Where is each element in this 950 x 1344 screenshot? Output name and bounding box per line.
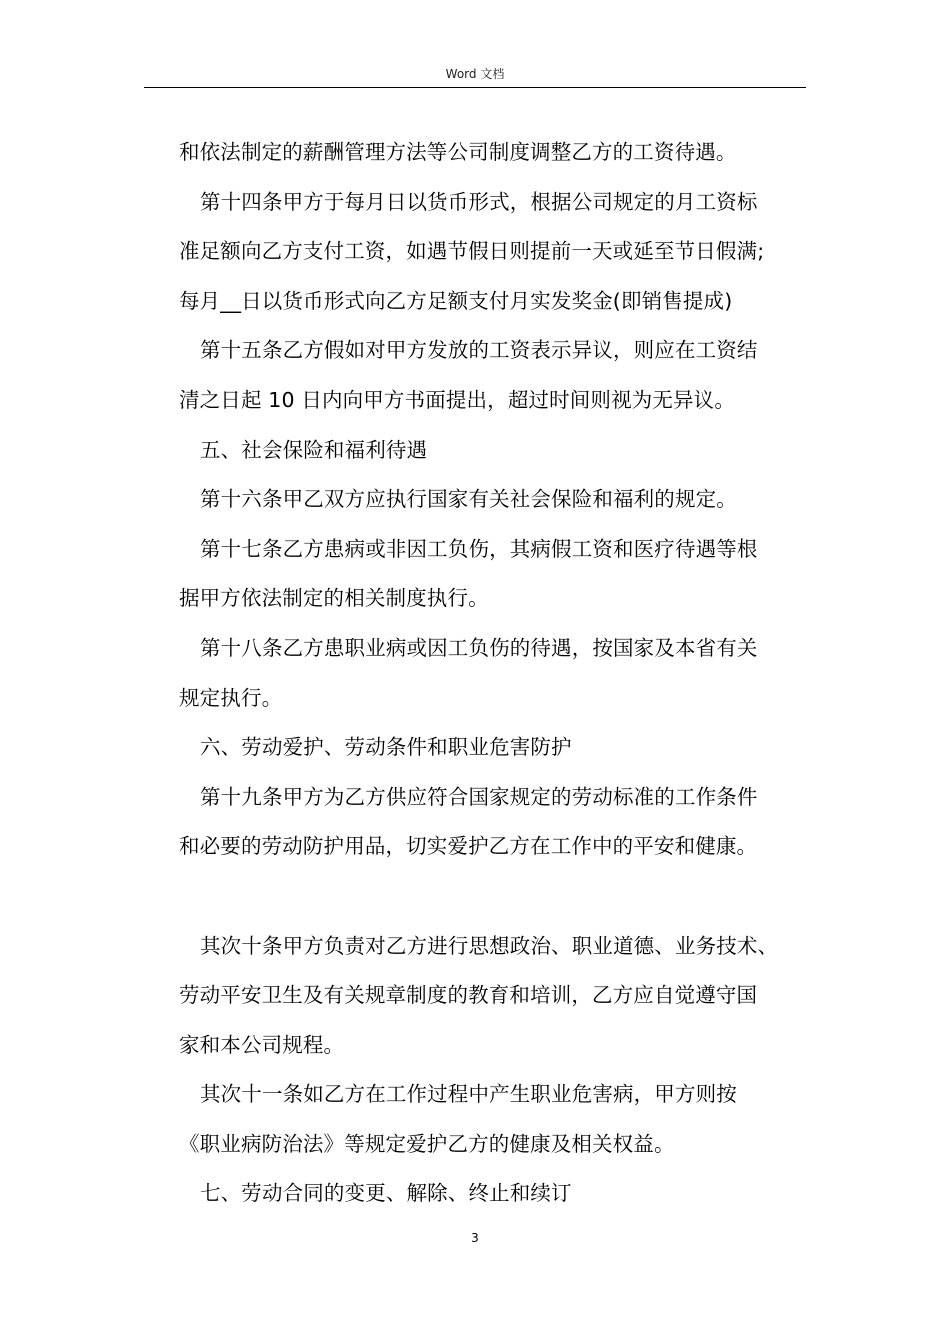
article-20-line-1: 其次十条甲方负责对乙方进行思想政治、职业道德、业务技术、 <box>200 933 779 958</box>
paragraph-spacer <box>179 872 819 922</box>
article-18-line-2: 规定执行。 <box>179 685 283 710</box>
page-header: Word 文档 <box>445 67 505 81</box>
article-14-line-1: 第十四条甲方于每月日以货币形式，根据公司规定的月工资标 <box>200 189 758 214</box>
article-18-line-1: 第十八条乙方患职业病或因工负伤的待遇，按国家及本省有关 <box>200 635 758 660</box>
article-16-line-1: 第十六条甲乙双方应执行国家有关社会保险和福利的规定。 <box>200 487 737 512</box>
article-15-line-2: 清之日起 10 日内向甲方书面提出，超过时间则视为无异议。 <box>179 387 735 412</box>
page-number: 3 <box>471 1231 479 1245</box>
article-14-line-2: 准足额向乙方支付工资，如遇节假日则提前一天或延至节日假满; <box>179 239 765 264</box>
article-14-line-3: 每月__日以货币形式向乙方足额支付月实发奖金(即销售提成) <box>179 288 733 313</box>
article-21-line-2: 《职业病防治法》等规定爱护乙方的健康及相关权益。 <box>179 1131 675 1156</box>
article-19-line-2: 和必要的劳动防护用品，切实爱护乙方在工作中的平安和健康。 <box>179 834 758 859</box>
article-17-line-2: 据甲方依法制定的相关制度执行。 <box>179 586 489 611</box>
article-17-line-1: 第十七条乙方患病或非因工负伤，其病假工资和医疗待遇等根 <box>200 536 758 561</box>
article-15-line-1: 第十五条乙方假如对甲方发放的工资表示异议，则应在工资结 <box>200 338 758 363</box>
section-5-heading: 五、社会保险和福利待遇 <box>200 437 428 462</box>
article-20-line-3: 家和本公司规程。 <box>179 1032 345 1057</box>
document-body <box>179 128 819 1219</box>
body-line: 和依法制定的薪酬管理方法等公司制度调整乙方的工资待遇。 <box>179 140 737 164</box>
article-20-line-2: 劳动平安卫生及有关规章制度的教育和培训，乙方应自觉遵守国 <box>179 983 758 1008</box>
header-divider <box>144 87 806 88</box>
section-7-heading: 七、劳动合同的变更、解除、终止和续订 <box>200 1181 572 1206</box>
article-19-line-1: 第十九条甲方为乙方供应符合国家规定的劳动标准的工作条件 <box>200 784 758 809</box>
section-6-heading: 六、劳动爱护、劳动条件和职业危害防护 <box>200 735 572 760</box>
article-21-line-1: 其次十一条如乙方在工作过程中产生职业危害病，甲方则按 <box>200 1082 737 1107</box>
